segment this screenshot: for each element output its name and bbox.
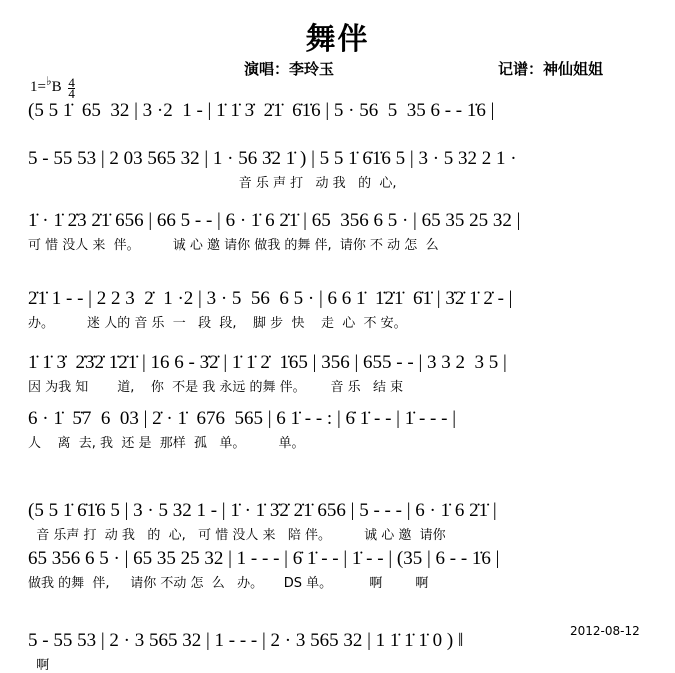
arranger-credit: 记谱：神仙姐姐 (498, 60, 604, 78)
time-signature-numerator: 4 (68, 75, 75, 91)
music-line-6 (28, 408, 648, 451)
lyrics-row: 人 离 去, 我 还 是 那样 孤 单。 单。 (28, 436, 305, 451)
notes-row: 5 - 55 53 | 2 03 565 32 | 1 · 56 3̇2 1̇ ) | 5 5 1̇ 6̇1̇6 5 | 3 · 5 32 2 1 · (28, 148, 517, 169)
page-title: 舞伴 (305, 22, 370, 57)
key-label: 1= (30, 79, 46, 95)
notes-row: 65 356 6 5 · | 65 35 25 32 | 1 - - - | 6̇ 1̇ - - | 1̇ - - | (35 | 6 - - 1̇6 | (28, 548, 500, 569)
notes-row: 1̇ · 1̇ 2̇3 2̇1̇ 656 | 66 5 - - | 6 · 1̇ 6 2̇1̇ | 65 356 6 5 · | 65 35 25 32 | (28, 210, 521, 231)
time-signature-denominator: 4 (68, 86, 75, 102)
lyrics-row: 因 为我 知 道, 你 不是 我 永远 的舞 伴。 音 乐 结 束 (28, 380, 404, 395)
lyrics-row: 办。 迷 人的 音 乐 一 段 段, 脚 步 快 走 心 不 安。 (28, 316, 407, 331)
notes-row: 6 · 1̇ 5̇7 6 03 | 2̇ · 1̇ 676 565 | 6 1̇ - - : | 6̇ 1̇ - - | 1̇ - - - | (28, 408, 456, 429)
time-signature (68, 75, 75, 102)
music-line-4 (28, 288, 648, 331)
date-stamp: 2012-08-12 (570, 624, 640, 638)
music-line-1 (28, 100, 648, 124)
lyrics-row: 音 乐声 打 动 我 的 心, 可 惜 没人 来 陪 伴。 诚 心 邀 请你 (28, 528, 446, 543)
notes-row: 1̇ 1̇ 3̇ 2̇3̇2̇ 1̇2̇1̇ | 16 6 - 3̇2̇ | 1̇ 1̇ 2̇ 1̇65 | 356 | 655 - - | 3 3 2 3 5 | (28, 352, 507, 373)
lyrics-row: 音 乐 声 打 动 我 的 心, (28, 176, 397, 191)
flat-icon: ♭ (45, 74, 52, 88)
music-line-3 (28, 210, 648, 253)
lyrics-row: 啊 (28, 658, 50, 673)
music-line-9 (28, 630, 648, 673)
notes-row: (5 5 1̇ 6̇1̇6 5 | 3 · 5 32 1 - | 1̇ · 1̇ 3̇2̇ 2̇1̇ 656 | 5 - - - | 6 · 1̇ 6 2̇1̇ | (28, 500, 497, 521)
key-signature (30, 74, 75, 102)
notes-row: 2̇1̇ 1 - - | 2 2 3 2̇ 1 ·2 | 3 · 5 56 6 5 · | 6 6 1̇ 1̇2̇1̇ 6̇1̇ | 3̇2̇ 1̇ 2̇ - | (28, 288, 513, 309)
music-line-7 (28, 500, 648, 543)
key-letter: B (51, 79, 62, 95)
lyrics-row: 做我 的舞 伴, 请你 不动 怎 么 办。 DS 单。 啊 啊 (28, 576, 429, 591)
music-line-2 (28, 148, 648, 191)
music-line-8 (28, 548, 648, 591)
notes-row: 5 - 55 53 | 2 · 3 565 32 | 1 - - - | 2 · 3 565 32 | 1 1̇ 1̇ 1̇ 0 ) ‖ (28, 630, 464, 651)
lyrics-row: 可 惜 没人 来 伴。 诚 心 邀 请你 做我 的舞 伴, 请你 不 动 怎 么 (28, 238, 439, 253)
singer-credit: 演唱：李玲玉 (244, 60, 335, 78)
notes-row: (5 5 1̇ 65 32 | 3 ·2 1 - | 1̇ 1̇ 3̇ 2̇1̇ 6̇1̇6 | 5 · 56 5 35 6 - - 1̇6 | (28, 100, 495, 121)
music-line-5 (28, 352, 648, 395)
